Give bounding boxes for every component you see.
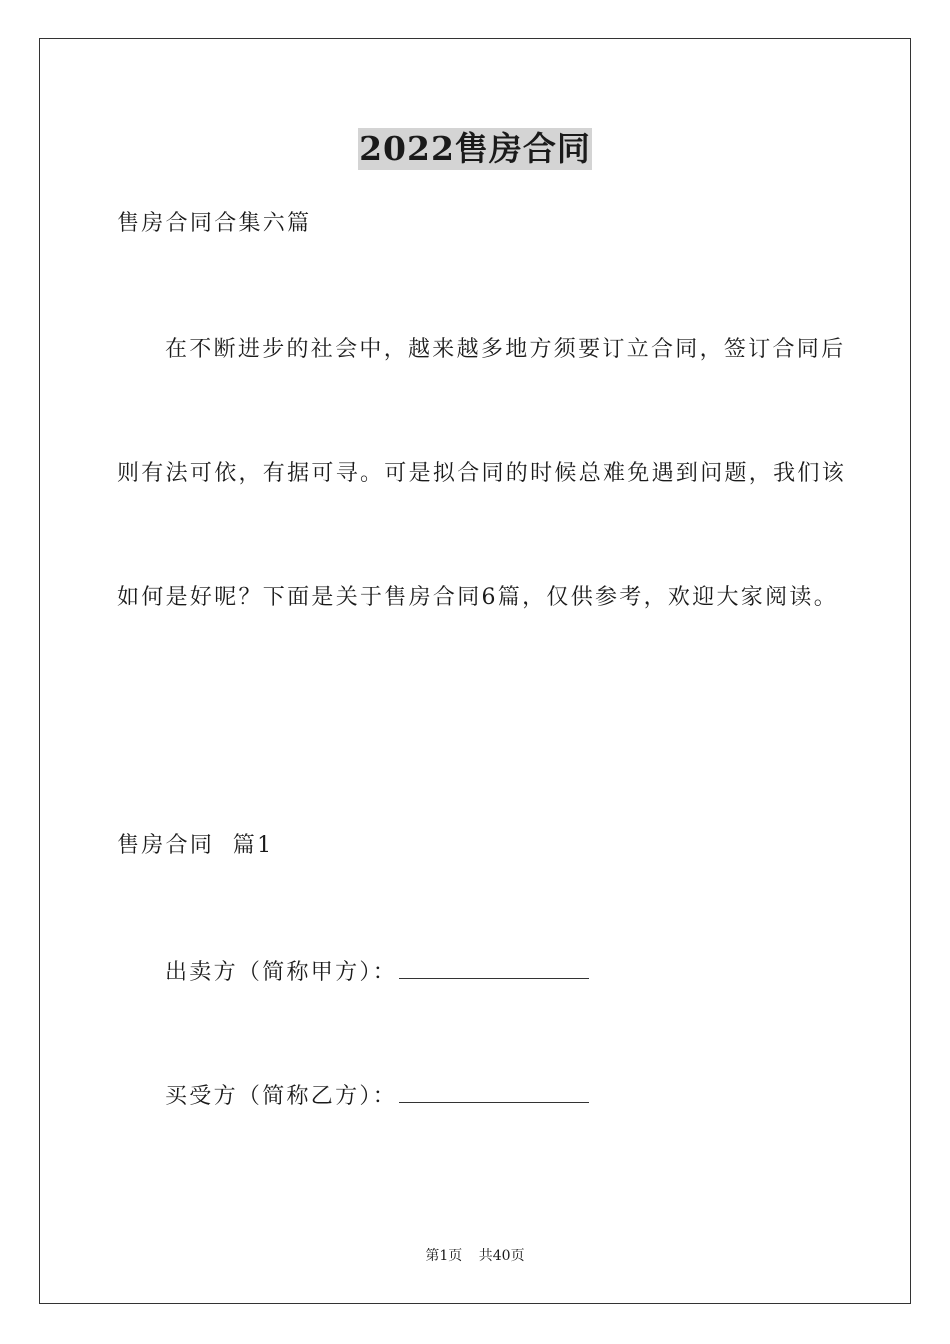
page-footer (0, 1246, 950, 1266)
seller-field-blank[interactable] (399, 956, 589, 979)
document-title: 2022售房合同 (359, 129, 591, 168)
page-number-current: 第1页 (425, 1248, 463, 1264)
intro-line-1: 在不断进步的社会中，越来越多地方须要订立合同，签订合同后 (165, 337, 846, 362)
buyer-field-row (165, 1080, 589, 1112)
page-number-total: 共40页 (478, 1248, 525, 1264)
buyer-field-blank[interactable] (399, 1080, 589, 1103)
seller-field-row (165, 956, 589, 988)
title-container (0, 128, 950, 170)
intro-line-3: 如何是好呢？下面是关于售房合同6篇，仅供参考，欢迎大家阅读。 (117, 585, 838, 610)
buyer-field-label: 买受方（简称乙方）： (165, 1084, 398, 1109)
document-subtitle: 售房合同合集六篇 (117, 211, 312, 236)
intro-line-2: 则有法可依，有据可寻。可是拟合同的时候总难免遇到问题，我们该 (117, 461, 847, 486)
section-heading: 售房合同 篇1 (117, 833, 274, 858)
seller-field-label: 出卖方（简称甲方）： (165, 960, 398, 985)
